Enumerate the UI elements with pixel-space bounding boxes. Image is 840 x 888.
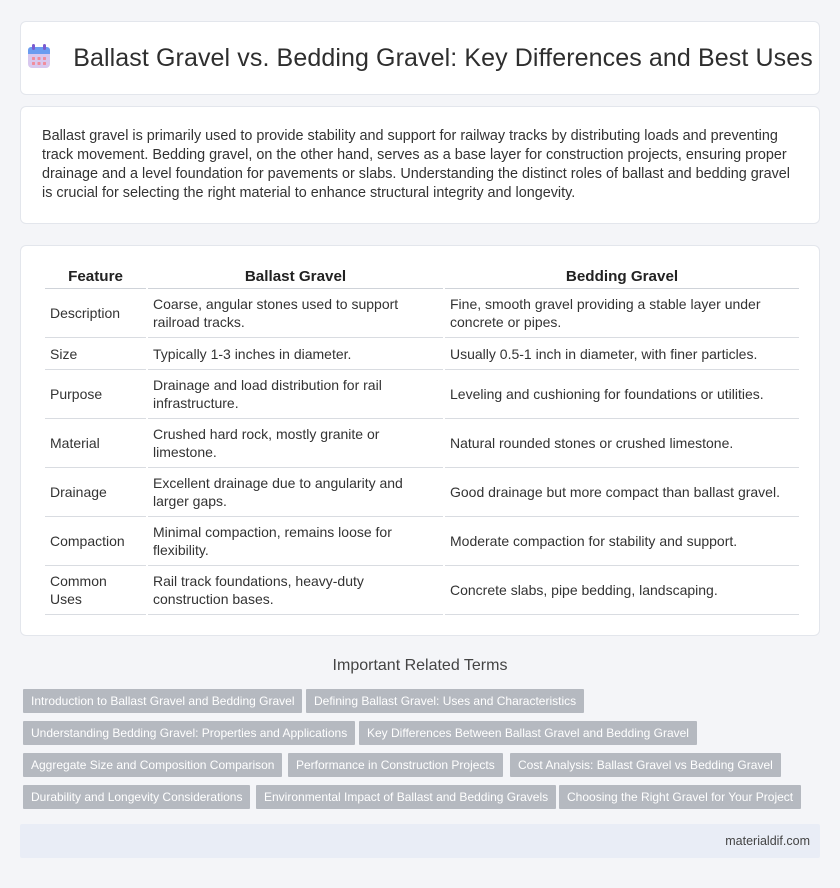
bedding-cell: Good drainage but more compact than ballast gravel. xyxy=(445,468,799,517)
column-header: Feature xyxy=(45,265,146,289)
table-header-row xyxy=(45,265,799,289)
bedding-cell: Natural rounded stones or crushed limestone. xyxy=(445,419,799,468)
table-row xyxy=(45,566,799,615)
related-terms-title: Important Related Terms xyxy=(332,657,508,674)
title-wrap xyxy=(27,43,813,74)
ballast-cell: Crushed hard rock, mostly granite or limestone. xyxy=(148,419,443,468)
feature-cell: Purpose xyxy=(45,370,146,419)
ballast-cell: Rail track foundations, heavy-duty construction bases. xyxy=(148,566,443,615)
related-tag[interactable]: Performance in Construction Projects xyxy=(288,753,503,777)
bedding-cell: Fine, smooth gravel providing a stable layer under concrete or pipes. xyxy=(445,289,799,338)
feature-cell: Drainage xyxy=(45,468,146,517)
table-row xyxy=(45,370,799,419)
site-name[interactable]: materialdif.com xyxy=(725,834,810,848)
bedding-cell: Leveling and cushioning for foundations or utilities. xyxy=(445,370,799,419)
comparison-table xyxy=(43,265,801,615)
feature-cell: Compaction xyxy=(45,517,146,566)
comparison-card xyxy=(20,245,820,636)
ballast-cell: Minimal compaction, remains loose for flexibility. xyxy=(148,517,443,566)
table-row xyxy=(45,468,799,517)
feature-cell: Material xyxy=(45,419,146,468)
ballast-cell: Excellent drainage due to angularity and larger gaps. xyxy=(148,468,443,517)
intro-text: Ballast gravel is primarily used to provide stability and support for railway tracks by distributing loads and preventing track movement. Bedding gravel, on the other hand, serves as a base layer for construction projects, ensuring proper drainage and a level foundation for pavements or slabs. Understanding the distinct roles of ballast and bedding gravel is crucial for selecting the right material to enhance structural integrity and longevity. xyxy=(42,128,790,201)
related-tag[interactable]: Key Differences Between Ballast Gravel and Bedding Gravel xyxy=(359,721,697,745)
feature-cell: Size xyxy=(45,338,146,370)
related-tag[interactable]: Environmental Impact of Ballast and Bedding Gravels xyxy=(256,785,556,809)
ballast-cell: Coarse, angular stones used to support railroad tracks. xyxy=(148,289,443,338)
header-card xyxy=(20,21,820,95)
page-title: Ballast Gravel vs. Bedding Gravel: Key Differences and Best Uses xyxy=(73,43,813,72)
related-tag[interactable]: Understanding Bedding Gravel: Properties and Applications xyxy=(23,721,355,745)
column-header: Bedding Gravel xyxy=(445,265,799,289)
intro-card xyxy=(20,106,820,224)
feature-cell: Common Uses xyxy=(45,566,146,615)
table-row xyxy=(45,419,799,468)
related-tag[interactable]: Durability and Longevity Considerations xyxy=(23,785,250,809)
bedding-cell: Moderate compaction for stability and support. xyxy=(445,517,799,566)
ballast-cell: Drainage and load distribution for rail infrastructure. xyxy=(148,370,443,419)
related-tag[interactable]: Introduction to Ballast Gravel and Bedding Gravel xyxy=(23,689,302,713)
table-row xyxy=(45,289,799,338)
table-row xyxy=(45,338,799,370)
footer xyxy=(20,824,820,858)
related-tag[interactable]: Aggregate Size and Composition Comparison xyxy=(23,753,282,777)
calendar-icon xyxy=(27,43,51,74)
bedding-cell: Concrete slabs, pipe bedding, landscaping. xyxy=(445,566,799,615)
feature-cell: Description xyxy=(45,289,146,338)
column-header: Ballast Gravel xyxy=(148,265,443,289)
related-tag[interactable]: Defining Ballast Gravel: Uses and Characteristics xyxy=(306,689,584,713)
bedding-cell: Usually 0.5-1 inch in diameter, with finer particles. xyxy=(445,338,799,370)
table-row xyxy=(45,517,799,566)
ballast-cell: Typically 1-3 inches in diameter. xyxy=(148,338,443,370)
related-tag[interactable]: Cost Analysis: Ballast Gravel vs Bedding Gravel xyxy=(510,753,781,777)
related-tag[interactable]: Choosing the Right Gravel for Your Project xyxy=(559,785,801,809)
